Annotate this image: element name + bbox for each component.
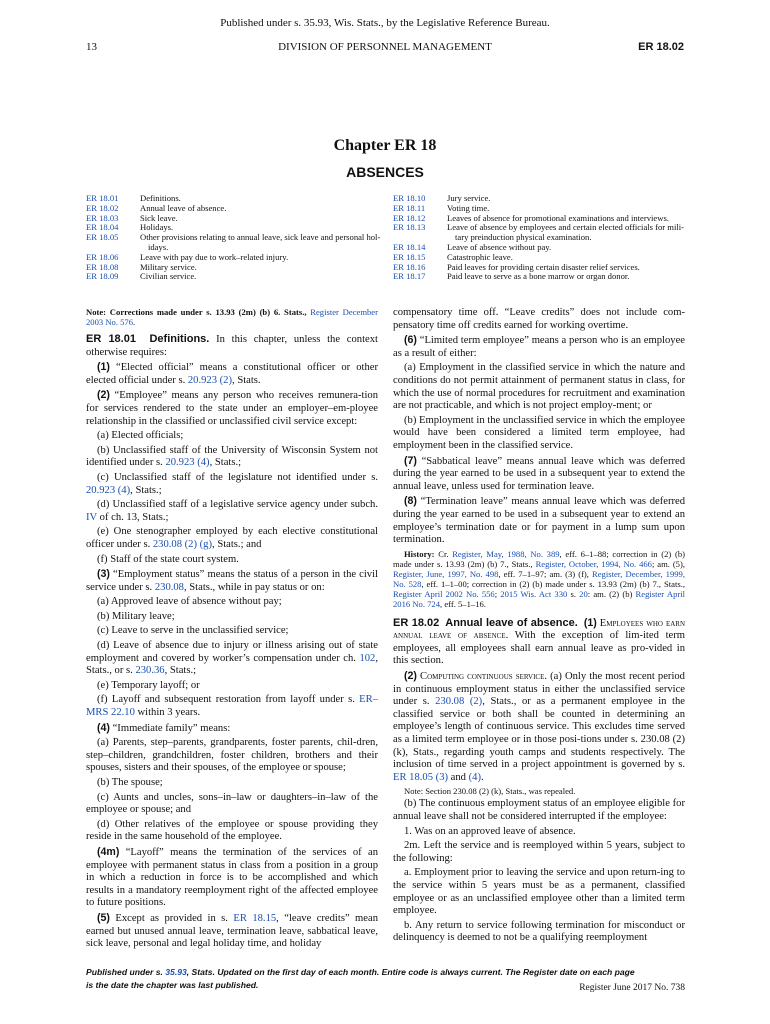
statute-link[interactable]: 20.923 (4)	[86, 484, 131, 496]
toc-section-link[interactable]: ER 18.06	[86, 251, 119, 262]
paragraph: (b) Military leave;	[97, 610, 175, 622]
toc-entry	[86, 233, 381, 253]
toc-entry	[393, 223, 688, 243]
toc-title: Sick leave.	[140, 212, 178, 223]
toc-entry	[86, 253, 381, 263]
paragraph: (d) Unclassified staff of a legislative service agency under subch. IV of ch. 13, Stats.;	[86, 499, 378, 523]
definition-2: (2) “Employee” means any person who receives remunera-tion for services rendered to the state under an employer–em-ployee relationship in the classified or unclassified civil service except:	[86, 389, 378, 427]
toc-title-continued: tary preinduction physical examination.	[455, 232, 592, 243]
toc-section-link[interactable]: ER 18.14	[393, 241, 426, 252]
toc-section-link[interactable]: ER 18.17	[393, 271, 426, 282]
definition-4: (4) “Immediate family” means:	[97, 721, 231, 734]
paragraph: (b) The continuous employment status of an employee eligible for annual leave shall not be considered interrupted if the employee:	[393, 798, 685, 822]
toc-title: Annual leave of absence.	[140, 202, 227, 213]
section-number: ER 18.02	[393, 616, 440, 629]
toc-title: Definitions.	[140, 193, 181, 203]
toc-title: Civilian service.	[140, 271, 197, 282]
toc-title: Catastrophic leave.	[447, 251, 513, 262]
act-link[interactable]: 2015 Wis. Act 330	[500, 588, 568, 599]
section-code: ER 18.02	[638, 41, 684, 53]
page-number: 13	[86, 41, 97, 53]
toc-title: Leave of absence by employees and certain elected officials for mili-	[447, 222, 685, 233]
statute-link[interactable]: 230.08 (2)	[435, 696, 483, 708]
paragraph: (b) Employment in the unclassified service in which the employee would have been considered a limited term employee, had employment been in the classified service.	[393, 414, 685, 451]
paragraph: 2m. Left the service and is reemployed within 5 years, subject to the following:	[393, 840, 685, 864]
paragraph: (b) The spouse;	[97, 777, 163, 788]
paragraph: (e) One stenographer employed by each elective constitutional officer under s. 230.08 (2) (g), Stats.; and	[86, 526, 378, 550]
subsection-2: (2) Computing continuous service. (a) Only the most recent period in continuous employment status in either the unclassified service under s. 230.08 (2), Stats., or as a permanent employee in the classified service or both shall be counted in determining an employee’s length of continuous service. This excludes time served as a limited term employee or in those posi-tions under s. 230.08 (2) (k), Stats., regarding youth camps and students respectively. The inclusion of time served in a project appointment is governed by s. ER 18.05 (3) and (4).	[393, 670, 685, 783]
rule-link[interactable]: ER–MRS 22.10	[86, 694, 378, 719]
toc-entry	[86, 263, 381, 273]
statute-link[interactable]: 20.923 (4)	[165, 457, 210, 469]
toc-entry	[393, 272, 688, 282]
toc-section-link[interactable]: ER 18.05	[86, 232, 119, 243]
running-header	[86, 41, 684, 55]
toc-title: Paid leave to serve as a bone marrow or organ donor.	[447, 271, 630, 282]
paragraph: (a) Parents, step–parents, grandparents, foster parents, chil-dren, step–children, grandchildren, foster children, brothers and their spouses, sisters and their spouses, of the employee or spouse;	[86, 737, 378, 774]
toc-section-link[interactable]: ER 18.13	[393, 222, 426, 233]
toc-left	[86, 194, 381, 282]
toc-section-link[interactable]: ER 18.15	[393, 251, 426, 262]
definition-1: (1) “Elected official” means a constitutional officer or other elected official under s. 20.923 (2), Stats.	[86, 361, 378, 386]
toc-section-link[interactable]: ER 18.16	[393, 261, 426, 272]
statute-link[interactable]: 230.08	[154, 581, 184, 593]
toc-section-link[interactable]: ER 18.04	[86, 222, 119, 233]
toc-section-link[interactable]: ER 18.02	[86, 202, 119, 213]
register-link[interactable]: Register, December, 1999, No. 528	[393, 568, 685, 589]
toc-title: Leave of absence without pay.	[447, 241, 552, 252]
definition-5: (5) Except as provided in s. ER 18.15, “leave credits” mean earned but unused annual leave, termination leave, sabbatical leave, sick leave, personal and legal holiday time, and holiday	[86, 911, 379, 950]
definition-7: (7) “Sabbatical leave” means annual leave which was deferred during the year earned to be used in a subsequent year to extend the annual leave, unless used for termination leave.	[393, 454, 685, 492]
toc-entry	[86, 272, 381, 282]
statute-link[interactable]: 20.923 (2)	[187, 374, 233, 386]
paragraph: (a) Approved leave of absence without pay;	[97, 596, 282, 608]
toc-title: Leave with pay due to work–related injury.	[140, 251, 289, 262]
paragraph: a. Employment prior to leaving the service and upon return-ing to the service within 5 years must be as a permanent, classified employee or as an unclassified employee other than a limited term employee.	[393, 867, 685, 917]
register-link[interactable]: Register April 2016 No. 724	[393, 588, 686, 609]
toc-title: Other provisions relating to annual leave, sick leave and personal hol-	[140, 232, 381, 243]
toc-section-link[interactable]: ER 18.03	[86, 212, 119, 223]
definition-8: (8) “Termination leave” means annual leave which was deferred during the year earned to be used in a subsequent year to extend an employee’s termination date or for payment in a lump sum upon termination.	[393, 495, 685, 546]
toc-title: Paid leaves for providing certain disaster relief services.	[447, 261, 640, 272]
statute-link[interactable]: IV	[86, 511, 97, 523]
toc-title: Holidays.	[140, 222, 174, 233]
history-note: History: Cr. Register, May, 1988, No. 389, eff. 6–1–88; correction in (2) (b) made under s. 13.93 (2m) (b) 7., Stats., Register, October, 1994, No. 466; am. (5), Register, June, 1997, No. 498, eff. 7–1–97; am. (3) (f), Register, December, 1999, No. 528, eff. 1–1–00; correction in (2) (b) made under s. 13.93 (2m) (b) 7., Stats., Register April 2002 No. 556; 2015 Wis. Act 330 s. 20: am. (2) (b) Register April 2016 No. 724, eff. 5–1–16.	[393, 548, 686, 609]
register-link[interactable]: Register April 2002 No. 556	[393, 588, 495, 599]
statute-link[interactable]: 102	[359, 652, 376, 664]
paragraph: (d) Other relatives of the employee or spouse providing they reside in the same household of the employee.	[86, 818, 378, 843]
paragraph: (d) Leave of absence due to injury or illness arising out of state employment and covered by worker’s compensation under ch. 102, Stats., or s. 230.36, Stats.;	[86, 640, 378, 677]
editorial-note: Note: Corrections made under s. 13.93 (2m) (b) 6. Stats., Register December 2003 No. 576.	[86, 307, 378, 327]
act-section-link[interactable]: 20	[579, 588, 588, 599]
register-link[interactable]: Register, October, 1994, No. 466	[535, 558, 652, 569]
statute-link[interactable]: 35.93	[165, 967, 187, 977]
toc-title-continued: idays.	[148, 241, 169, 252]
paragraph: (a) Employment in the classified service in which the nature and conditions do not permit attainment of permanent status in class, for which the use of normal procedures for recruitment and examination are not practicable, and which is not project employ-ment; or	[393, 362, 685, 412]
section-number: ER 18.01	[86, 333, 136, 345]
paragraph: (b) Unclassified staff of the University of Wisconsin System not identified under s. 20.923 (4), Stats.;	[86, 444, 378, 469]
toc-title: Voting time.	[447, 202, 490, 213]
paragraph: (e) Temporary layoff; or	[97, 679, 200, 691]
right-column	[393, 307, 685, 947]
toc-section-link[interactable]: ER 18.12	[393, 212, 426, 223]
footer-line-1: Published under s. 35.93, Stats. Updated on the first day of each month. Entire code is always current. The Register date on each page	[86, 967, 635, 977]
toc-section-link[interactable]: ER 18.10	[393, 193, 426, 203]
toc-entry	[86, 214, 381, 224]
toc-entry	[393, 243, 688, 253]
toc-entry	[86, 204, 381, 214]
section-er-18-01: ER 18.01 Definitions. In this chapter, unless the context otherwise requires:	[86, 333, 378, 358]
publisher-note: Published under s. 35.93, Wis. Stats., by the Legislative Reference Bureau.	[220, 17, 550, 29]
paragraph: (c) Unclassified staff of the legislature not identified under s. 20.923 (4), Stats.;	[86, 471, 378, 496]
toc-section-link[interactable]: ER 18.01	[86, 193, 119, 203]
rule-link[interactable]: ER 18.05 (3)	[393, 771, 449, 783]
toc-entry	[393, 194, 688, 204]
definition-6: (6) “Limited term employee” means a person who is an employee as a result of either:	[393, 334, 685, 359]
division-title: DIVISION OF PERSONNEL MANAGEMENT	[278, 41, 492, 53]
paragraph: (a) Elected officials;	[97, 430, 184, 442]
paragraph: (f) Staff of the state court system.	[97, 553, 239, 565]
definition-4m: (4m) “Layoff” means the termination of the services of an employee with permanent status in class from a position in a group in which a reduction in force is to be accomplished and which results in a mandatory reemployment right of the affected employee to future positions.	[86, 845, 378, 909]
paragraph: b. Any return to service following termination for misconduct or delinquency is deemed to not be a qualifying reemployment	[393, 919, 685, 944]
toc-title: Jury service.	[447, 193, 491, 203]
paragraph: (c) Leave to serve in the unclassified service;	[97, 625, 289, 637]
page-footer	[86, 966, 635, 992]
toc-section-link[interactable]: ER 18.09	[86, 271, 119, 282]
toc-title: Leaves of absence for promotional examinations and interviews.	[447, 212, 669, 223]
chapter-title: Chapter ER 18	[333, 137, 437, 154]
section-title: Annual leave of absence.	[445, 616, 578, 629]
paragraph: (f) Layoff and subsequent restoration from layoff under s. ER–MRS 22.10 within 3 years.	[86, 694, 378, 719]
register-date: Register June 2017 No. 738	[579, 983, 685, 993]
toc-section-link[interactable]: ER 18.08	[86, 261, 119, 272]
register-link[interactable]: Register December 2003 No. 576	[86, 307, 378, 327]
repeal-note: Note: Section 230.08 (2) (k), Stats., was repealed.	[404, 786, 576, 797]
definition-3: (3) “Employment status” means the status of a person in the civil service under s. 230.08, Stats., while in pay status or on:	[86, 568, 378, 593]
footer-line-2: is the date the chapter was last published.	[86, 980, 259, 990]
toc-entry	[86, 194, 381, 204]
register-link[interactable]: Register, May, 1988, No. 389	[452, 548, 560, 559]
section-title: Definitions.	[149, 333, 210, 345]
chapter-subtitle: ABSENCES	[346, 164, 424, 180]
section-er-18-02: ER 18.02 Annual leave of absence. (1) Employees who earn annual leave of absence. With the exception of lim-ited term employees, all employees shall earn annual leave as pro-vided in this section.	[393, 616, 686, 667]
left-column	[86, 307, 378, 953]
statute-link[interactable]: 230.36	[135, 665, 165, 677]
rule-link[interactable]: ER 18.15	[233, 912, 277, 924]
paragraph: (c) Aunts and uncles, sons–in–law or daughters–in–law of the employee or spouse; and	[86, 791, 378, 816]
statute-link[interactable]: 230.08 (2) (g)	[152, 538, 213, 550]
toc-right	[393, 194, 688, 282]
toc-section-link[interactable]: ER 18.11	[393, 202, 426, 213]
note-text: Note: Corrections made under s. 13.93 (2m) (b) 6. Stats.,	[86, 307, 311, 317]
rule-link[interactable]: (4)	[468, 771, 481, 783]
toc-title: Military service.	[140, 261, 197, 272]
continued-text: compensatory time off. “Leave credits” does not include com-pensatory time off credits earned for working overtime.	[393, 307, 685, 331]
paragraph: 1. Was on an approved leave of absence.	[404, 825, 576, 837]
register-link[interactable]: Register, June, 1997, No. 498	[393, 568, 499, 579]
